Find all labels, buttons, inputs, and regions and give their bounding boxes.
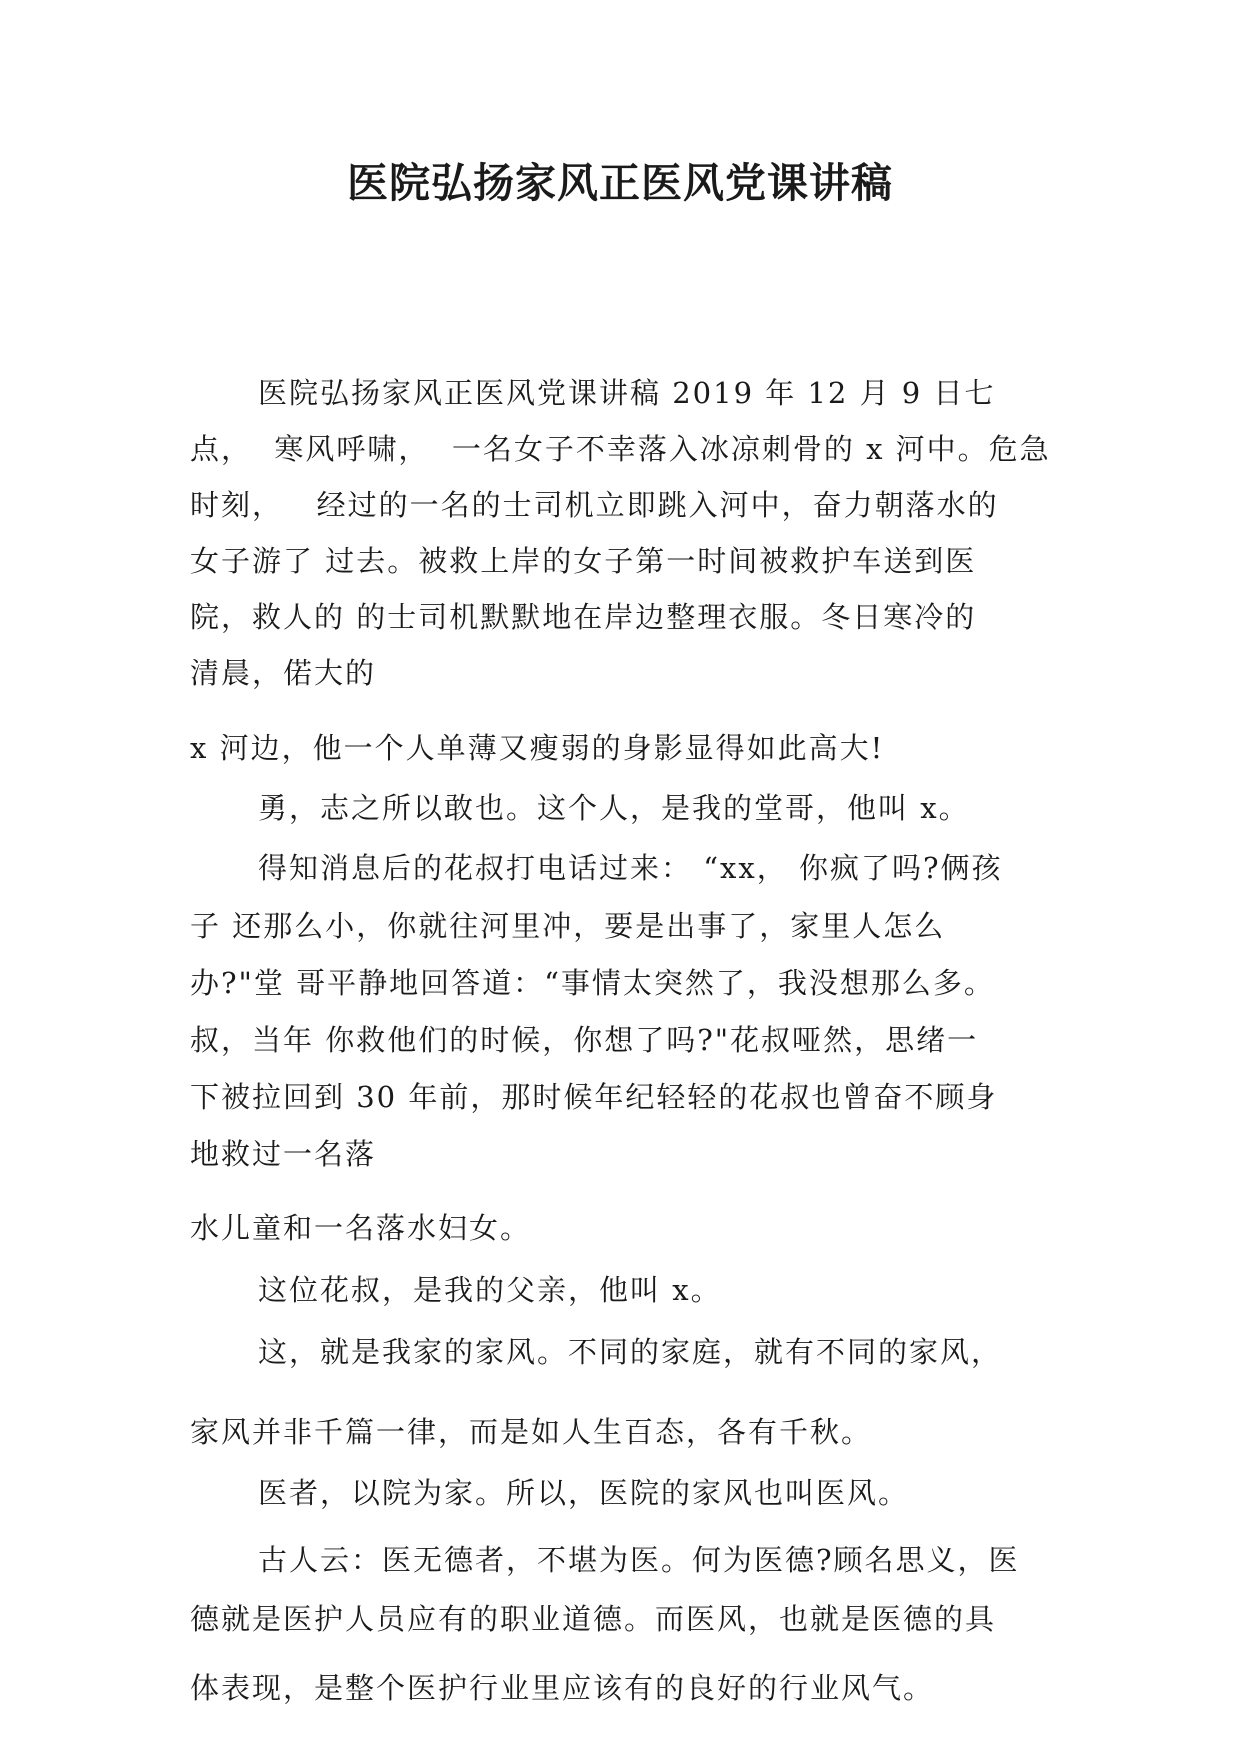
- paragraph-line: 地救过一名落: [190, 1137, 377, 1171]
- paragraph-line: x 河边，他一个人单薄又瘦弱的身影显得如此高大!: [190, 731, 885, 765]
- paragraph-line: 时刻， 经过的一名的士司机立即跳入河中，奋力朝落水的: [190, 488, 999, 522]
- paragraph-line: 医者，以院为家。所以，医院的家风也叫医风。: [258, 1476, 910, 1510]
- paragraph-line: 古人云：医无德者，不堪为医。何为医德?顾名思义，医: [258, 1543, 1020, 1577]
- paragraph-line: 女子游了 过去。被救上岸的女子第一时间被救护车送到医: [190, 544, 977, 578]
- paragraph-line: 得知消息后的花叔打电话过来： “xx， 你疯了吗?俩孩: [258, 851, 1003, 885]
- paragraph-line: 家风并非千篇一律，而是如人生百态，各有千秋。: [190, 1415, 873, 1449]
- page-title: 医院弘扬家风正医风党课讲稿: [347, 159, 893, 207]
- paragraph-line: 水儿童和一名落水妇女。: [190, 1211, 532, 1245]
- paragraph-line: 医院弘扬家风正医风党课讲稿 2019 年 12 月 9 日七: [258, 376, 996, 410]
- paragraph-line: 体表现，是整个医护行业里应该有的良好的行业风气。: [190, 1671, 935, 1705]
- paragraph-line: 院，救人的 的士司机默默地在岸边整理衣服。冬日寒冷的: [190, 600, 977, 634]
- paragraph-line: 下被拉回到 30 年前，那时候年纪轻轻的花叔也曾奋不顾身: [190, 1080, 998, 1114]
- paragraph-line: 叔，当年 你救他们的时候，你想了吗?"花叔哑然，思绪一: [190, 1023, 979, 1057]
- paragraph-line: 清晨，偌大的: [190, 656, 377, 690]
- paragraph-line: 子 还那么小，你就往河里冲，要是出事了，家里人怎么: [190, 909, 946, 943]
- paragraph-line: 办?"堂 哥平静地回答道：“事情太突然了，我没想那么多。: [190, 966, 995, 1000]
- paragraph-line: 这位花叔，是我的父亲，他叫 x。: [258, 1273, 722, 1307]
- paragraph-line: 勇，志之所以敢也。这个人，是我的堂哥，他叫 x。: [258, 791, 970, 825]
- paragraph-line: 点， 寒风呼啸， 一名女子不幸落入冰凉刺骨的 x 河中。危急: [190, 432, 1051, 466]
- paragraph-line: 这，就是我家的家风。不同的家庭，就有不同的家风，: [258, 1335, 1003, 1369]
- paragraph-line: 德就是医护人员应有的职业道德。而医风，也就是医德的具: [190, 1602, 997, 1636]
